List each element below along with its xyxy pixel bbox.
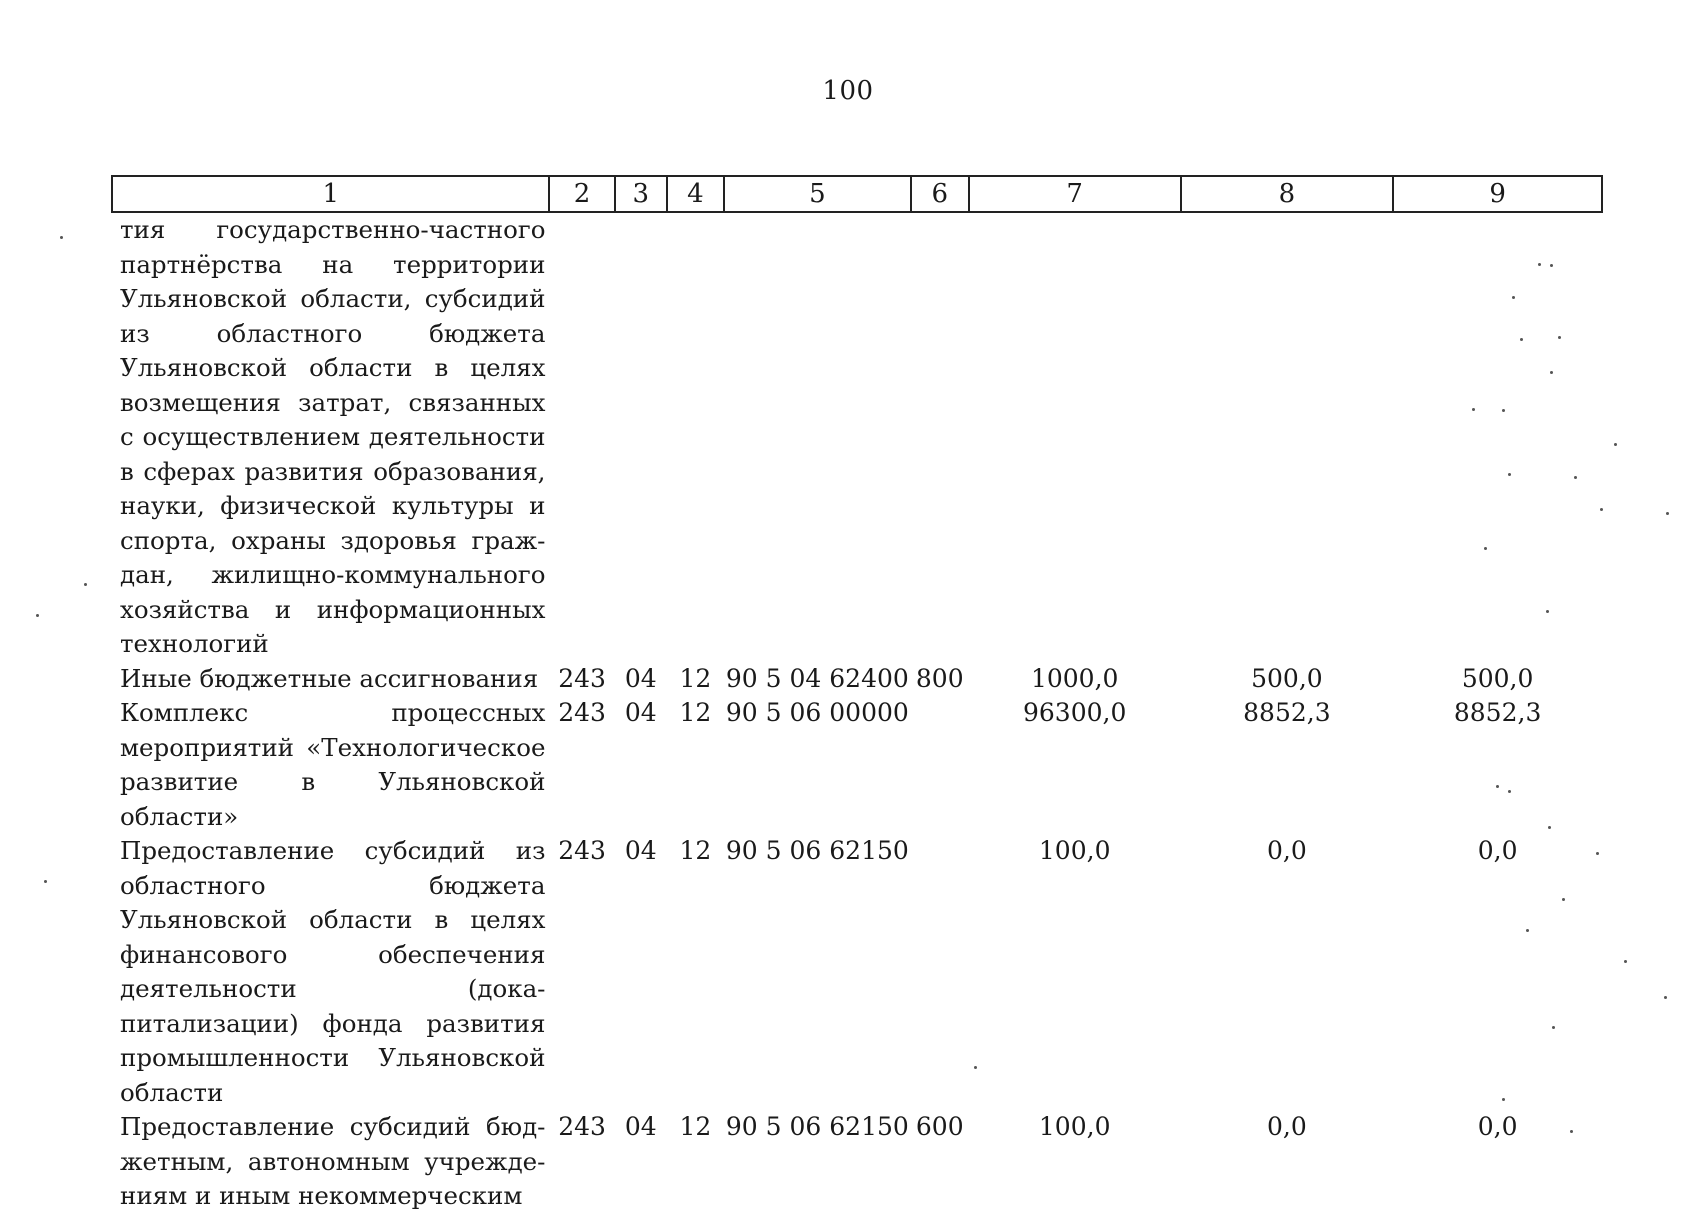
cell-ministry-code [549,212,614,662]
cell-amount-1: 100,0 [1038,836,1111,865]
cell-subsection: 12 [679,1112,712,1141]
table-header-row [112,176,1602,212]
cell-target-article: 90 5 06 62150 [725,836,909,865]
cell-expense-type [911,834,969,1110]
scan-speck [1538,263,1541,266]
cell-ministry-code: 243 [558,698,606,727]
cell-amount-3 [1393,212,1602,662]
column-header: 3 [615,176,667,212]
scan-speck [1550,264,1553,267]
cell-amount-2: 500,0 [1251,663,1323,693]
cell-ministry-code: 243 [558,836,606,865]
scan-speck [36,614,39,617]
cell-target-article: 90 5 06 00000 [725,698,909,727]
scan-speck [1562,898,1565,901]
scan-speck [1472,408,1475,411]
table-row [112,696,1602,834]
cell-amount-3: 0,0 [1477,836,1518,865]
cell-section: 04 [624,663,657,693]
row-description: Предоставление субсидий из областного бюджета Ульяновской области в целях финансового обеспечения деятельности (докапитализации) фонда развития промышленности Ульяновской области [120,836,546,1107]
scan-speck [1574,476,1577,479]
scan-speck [1512,296,1515,299]
column-header: 9 [1393,176,1602,212]
cell-amount-2 [1181,212,1394,662]
scan-speck [1550,371,1553,374]
cell-expense-type: 800 [915,663,964,693]
row-description: тия государственно-частного партнёрства на территории Ульяновской области, субсидий из областного бюджета Ульяновской области в целях возмещения затрат, связанных с осуществлением деятельности в сферах развития образования, науки, физической культуры и спорта, охраны здоровья граждан, жилищно-коммунального хозяйства и информационных технологий [120,215,546,658]
scan-speck [1502,409,1505,412]
cell-amount-2: 0,0 [1267,836,1307,865]
scan-speck [84,583,87,586]
cell-section [615,212,667,662]
cell-amount-1: 1000,0 [1030,663,1119,693]
cell-target-article [724,212,911,662]
cell-subsection [667,212,724,662]
column-header: 1 [112,176,549,212]
cell-amount-3: 0,0 [1477,1112,1518,1141]
cell-amount-3: 8852,3 [1453,698,1542,727]
table-row [112,662,1602,697]
scan-speck [1666,512,1669,515]
scan-speck [60,236,63,239]
table-row [112,212,1602,662]
scan-speck [1664,996,1667,999]
scan-speck [974,1066,977,1069]
scan-speck [1520,338,1523,341]
scan-speck [1484,547,1487,550]
column-header: 2 [549,176,614,212]
table-row [112,834,1602,1110]
cell-subsection: 12 [679,663,712,693]
scan-speck [1600,508,1603,511]
cell-expense-type [911,696,969,834]
budget-table [111,175,1603,1214]
cell-subsection: 12 [679,698,712,727]
scan-speck [1624,960,1627,963]
scan-speck [44,880,47,883]
cell-ministry-code: 243 [558,1112,606,1141]
cell-amount-2: 0,0 [1267,1112,1307,1141]
column-header: 8 [1181,176,1394,212]
row-description: Иные бюджетные ассигнования [120,663,539,693]
scan-speck [1548,826,1551,829]
cell-amount-2: 8852,3 [1243,698,1331,727]
scan-speck [1546,610,1549,613]
scan-speck [1496,785,1499,788]
cell-target-article: 90 5 06 62150 [725,1112,909,1141]
scan-speck [1552,1026,1555,1029]
row-description: Комплекс процессных мероприятий «Технологическое развитие в Ульяновской области» [120,698,546,831]
cell-amount-1: 100,0 [1038,1112,1111,1141]
cell-subsection: 12 [679,836,712,865]
scan-speck [1558,336,1561,339]
scan-speck [1508,473,1511,476]
cell-amount-3: 500,0 [1461,663,1534,693]
column-header: 7 [969,176,1181,212]
scan-speck [1614,443,1617,446]
table-row [112,1110,1602,1214]
column-header: 5 [724,176,911,212]
cell-expense-type [911,212,969,662]
cell-section: 04 [624,1112,657,1141]
column-header: 4 [667,176,724,212]
cell-target-article: 90 5 04 62400 [725,663,909,693]
cell-ministry-code: 243 [558,663,606,693]
cell-section: 04 [624,836,657,865]
row-description: Предоставление субсидий бюджетным, автономным учреждениям и иным некоммерческим [120,1112,546,1210]
scan-speck [1502,1098,1505,1101]
page-number: 100 [822,76,874,106]
scan-speck [1526,929,1529,932]
scan-speck [1508,790,1511,793]
column-header: 6 [911,176,969,212]
cell-amount-1 [969,212,1181,662]
cell-section: 04 [624,698,657,727]
scan-speck [1570,1130,1573,1133]
scan-speck [1596,852,1599,855]
cell-expense-type: 600 [915,1112,964,1141]
cell-amount-1: 96300,0 [1023,698,1127,727]
